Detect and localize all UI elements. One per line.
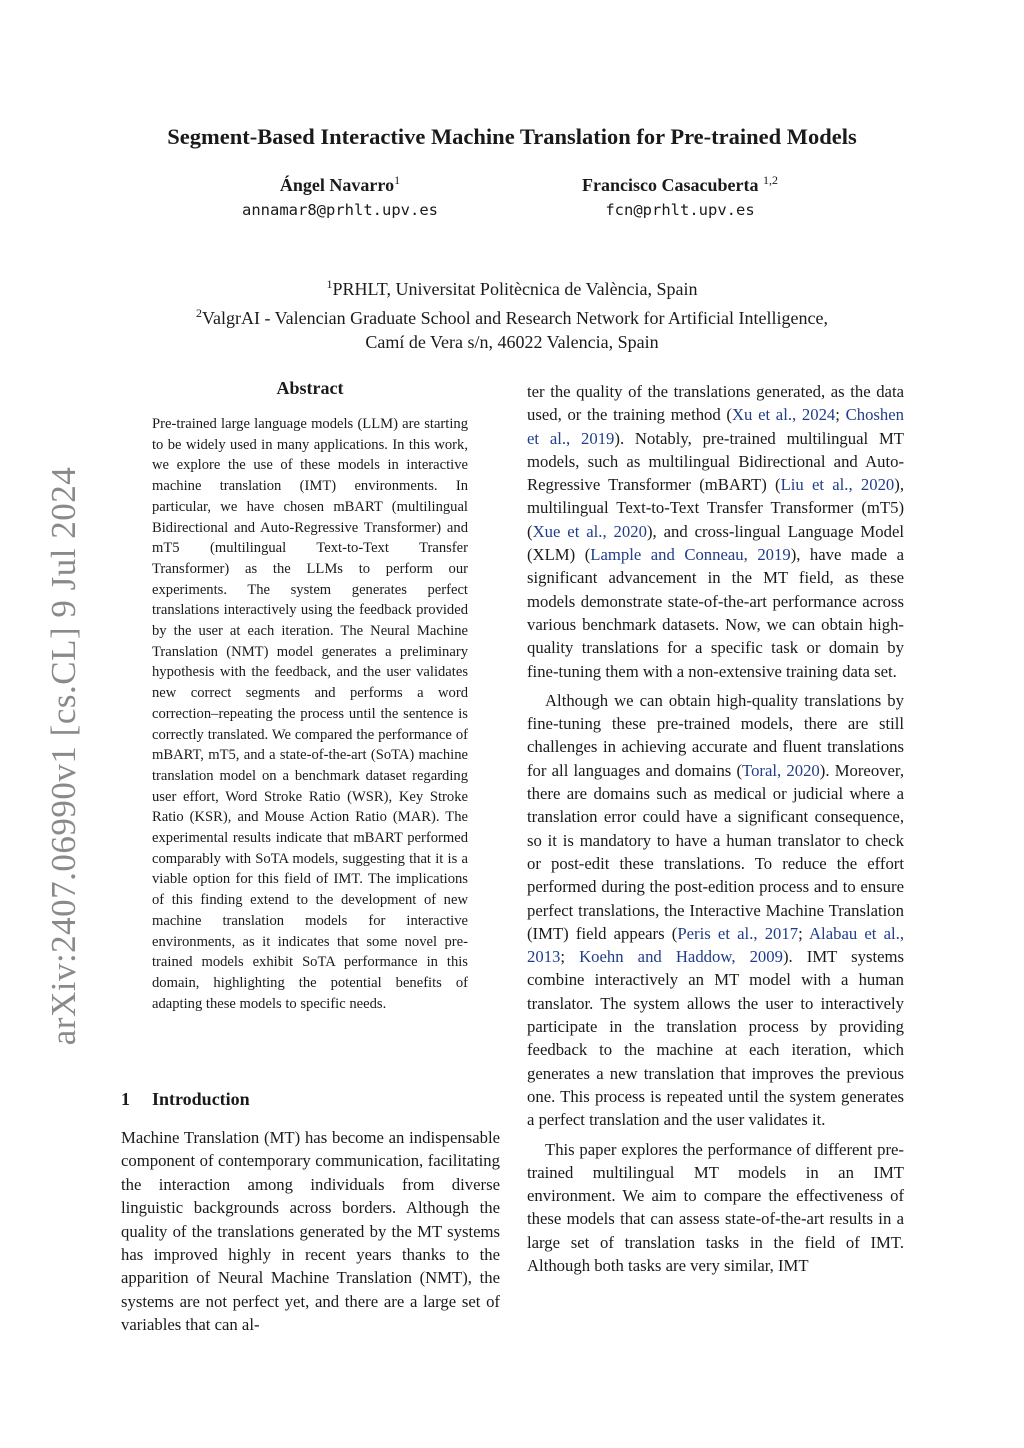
abstract-heading: Abstract [276,378,344,398]
citation-link[interactable]: Choshen et al., 2019 [527,405,904,448]
author-superscript: 1,2 [762,173,778,187]
introduction-text-left: Machine Translation (MT) has become an indispensable component of contemporary communication, facilitating the interaction among individuals from diverse linguistic backgrounds across borders. Although the quality of the translations generated by the MT systems has improved highly in recent years thanks to the apparition of Neural Machine Translation (NMT), the systems are not perfect yet, and there are a large set of variables that can al- [121,1128,500,1335]
affiliation-line [0,272,1024,301]
citation-link[interactable]: Xu et al., 2024 [732,405,836,425]
affiliation-superscript: 2 [196,306,203,320]
author-block-2 [540,173,820,219]
affiliation-line [0,330,1024,354]
right-column [527,380,904,1277]
text-run: ). Notably, pre-trained multilingual MT models, such as multilingual Bidirectional and Auto-Regressive Transformer (mBART) ( [527,428,904,495]
affiliation-text: PRHLT, Universitat Politècnica de València, Spain [332,279,698,299]
section-title: Introduction [152,1089,250,1109]
text-run: ), multilingual Text-to-Text Transfer Transformer (mT5) ( [527,475,904,541]
text-run: Although we can obtain high-quality translations by fine-tuning these pre-trained models, there are still challenges in achieving accurate and fluent translations for all languages and domains ( [527,690,904,780]
citation-link[interactable]: Peris et al., 2017 [677,923,799,943]
paragraph [527,380,904,683]
citation-link[interactable]: Liu et al., 2020 [780,475,895,495]
affiliation-superscript: 1 [326,277,333,291]
affiliation-line [0,301,1024,330]
author-name-text: Francisco Casacuberta [582,175,759,195]
citation-link[interactable]: Xue et al., 2020 [532,521,647,541]
author-email: annamar8@prhlt.upv.es [242,201,438,219]
affiliations [0,272,1024,354]
text-run: ), and cross-lingual Language Model (XLM) ( [527,521,904,565]
section-number: 1 [121,1089,130,1109]
paragraph: This paper explores the performance of different pre-trained multilingual MT models in an IMT environment. We aim to compare the effectiveness of these models that can assess state-of-the-art results in a large set of translation tasks in the field of IMT. Although both tasks are very similar, IMT [527,1139,904,1275]
paragraph [527,689,904,1132]
section-heading [121,1089,250,1110]
author-email: fcn@prhlt.upv.es [605,201,755,219]
affiliation-text: Camí de Vera s/n, 46022 Valencia, Spain [365,332,659,352]
paper-title: Segment-Based Interactive Machine Translation for Pre-trained Models [167,124,857,149]
citation-link[interactable]: Koehn and Haddow, 2009 [579,947,783,967]
text-run: ). IMT systems combine interactively an MT model with a human translator. The system allows the user to interactively participate in the translation process by providing feedback to the machine at each iteration, which generates a new translation that improves the previous one. This process is repeated until the system generates a perfect translation and the user validates it. [527,947,905,1130]
author-name [200,173,480,198]
author-name [540,173,820,198]
citation-link[interactable]: Alabau et al., 2013 [527,923,904,967]
author-block-1 [200,173,480,219]
author-superscript: 1 [394,173,401,187]
abstract-body: Pre-trained large language models (LLM) are starting to be widely used in many applications. In this work, we explore the use of these models in interactive machine translation (IMT) environments. In particular, we have chosen mBART (multilingual Bidirectional and Auto-Regressive Transformer) and mT5 (multilingual Text-to-Text Transfer Transformer) as the LLMs to perform our experiments. The system generates perfect translations interactively using the feedback provided by the user at each iteration. The Neural Machine Translation (NMT) model generates a preliminary hypothesis with the feedback, and the user validates new correct segments and performs a word correction–repeating the process until the sentence is correctly translated. We compared the performance of mBART, mT5, and a state-of-the-art (SoTA) machine translation model on a benchmark dataset regarding user effort, Word Stroke Ratio (WSR), Key Stroke Ratio (KSR), and Mouse Action Ratio (MAR). The experimental results indicate that mBART performed comparably with SoTA models, suggesting that it is a viable option for this field of IMT. The implications of this finding extend to the development of new machine translation models for interactive environments, as it indicates that some novel pre-trained models exhibit SoTA performance in this domain, highlighting the potential benefits of adapting these models to specific needs. [152,416,468,1012]
text-run: ; [798,923,809,943]
text-run: ), have made a significant advancement in the MT field, as these models demonstrate state-of-the-art performance across various benchmark datasets. Now, we can obtain high-quality translations for a specific task or domain by fine-tuning them with a non-extensive training data set. [527,545,904,681]
affiliation-text: ValgrAI - Valencian Graduate School and Research Network for Artificial Intelligence, [202,308,828,328]
arxiv-identifier-text: arXiv:2407.06990v1 [cs.CL] 9 Jul 2024 [44,466,83,1046]
text-run: ; [560,947,580,967]
citation-link[interactable]: Lample and Conneau, 2019 [590,545,791,565]
author-name-text: Ángel Navarro [279,175,395,195]
text-run: ter the quality of the translations generated, as the data used, or the training method ( [527,382,904,425]
text-run: ). Moreover, there are domains such as medical or judicial where a translation error could have a significant consequence, so it is mandatory to have a human translator to check or post-edit these translations. To reduce the effort performed during the post-edition process and to ensure perfect translations, the Interactive Machine Translation (IMT) field appears ( [527,760,904,943]
text-run: ; [835,405,846,425]
citation-link[interactable]: Toral, 2020 [742,760,820,780]
